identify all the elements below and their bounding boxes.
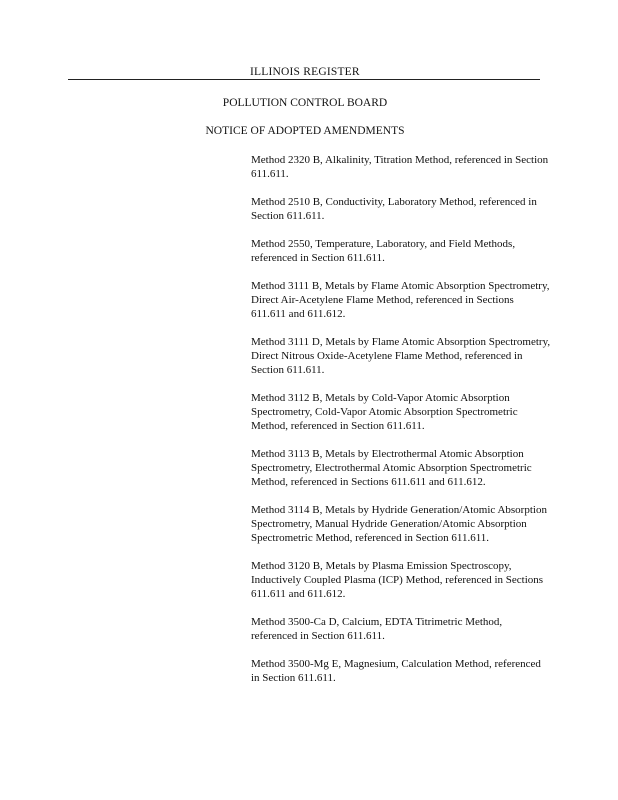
method-2510b: Method 2510 B, Conductivity, Laboratory Method, referenced in Section 611.611. — [251, 196, 537, 222]
method-3113b: Method 3113 B, Metals by Electrothermal Atomic Absorption Spectrometry, Electrothermal Atomic Absorption Spectrometric Method, referenced in Sections 611.611 and 611.612. — [251, 448, 532, 488]
method-3111d: Method 3111 D, Metals by Flame Atomic Absorption Spectrometry, Direct Nitrous Oxide-Acetylene Flame Method, referenced in Section 611.611. — [251, 336, 551, 376]
method-3500-mg-e: Method 3500-Mg E, Magnesium, Calculation Method, referenced in Section 611.611. — [251, 658, 541, 684]
method-2550: Method 2550, Temperature, Laboratory, and Field Methods, referenced in Section 611.611. — [251, 238, 516, 264]
method-3500-ca-d: Method 3500-Ca D, Calcium, EDTA Titrimetric Method, referenced in Section 611.611. — [251, 616, 503, 642]
method-3111b: Method 3111 B, Metals by Flame Atomic Absorption Spectrometry, Direct Air-Acetylene Flame Method, referenced in Sections 611.611 and 611.612. — [251, 280, 550, 320]
method-3120b: Method 3120 B, Metals by Plasma Emission Spectroscopy, Inductively Coupled Plasma (ICP) Method, referenced in Sections 611.611 and 611.612. — [251, 560, 544, 600]
board-title: POLLUTION CONTROL BOARD — [222, 97, 388, 109]
method-3114b: Method 3114 B, Metals by Hydride Generation/Atomic Absorption Spectrometry, Manual Hydride Generation/Atomic Absorption Spectrometric Method, referenced in Section 611.611. — [251, 504, 547, 544]
method-2320b: Method 2320 B, Alkalinity, Titration Method, referenced in Section 611.611. — [251, 154, 549, 180]
method-list — [251, 153, 551, 699]
method-3112b: Method 3112 B, Metals by Cold-Vapor Atomic Absorption Spectrometry, Cold-Vapor Atomic Absorption Spectrometric Method, referenced in Section 611.611. — [251, 392, 518, 432]
notice-title: NOTICE OF ADOPTED AMENDMENTS — [205, 125, 405, 137]
header-rule — [68, 79, 540, 80]
register-title: ILLINOIS REGISTER — [250, 66, 360, 78]
